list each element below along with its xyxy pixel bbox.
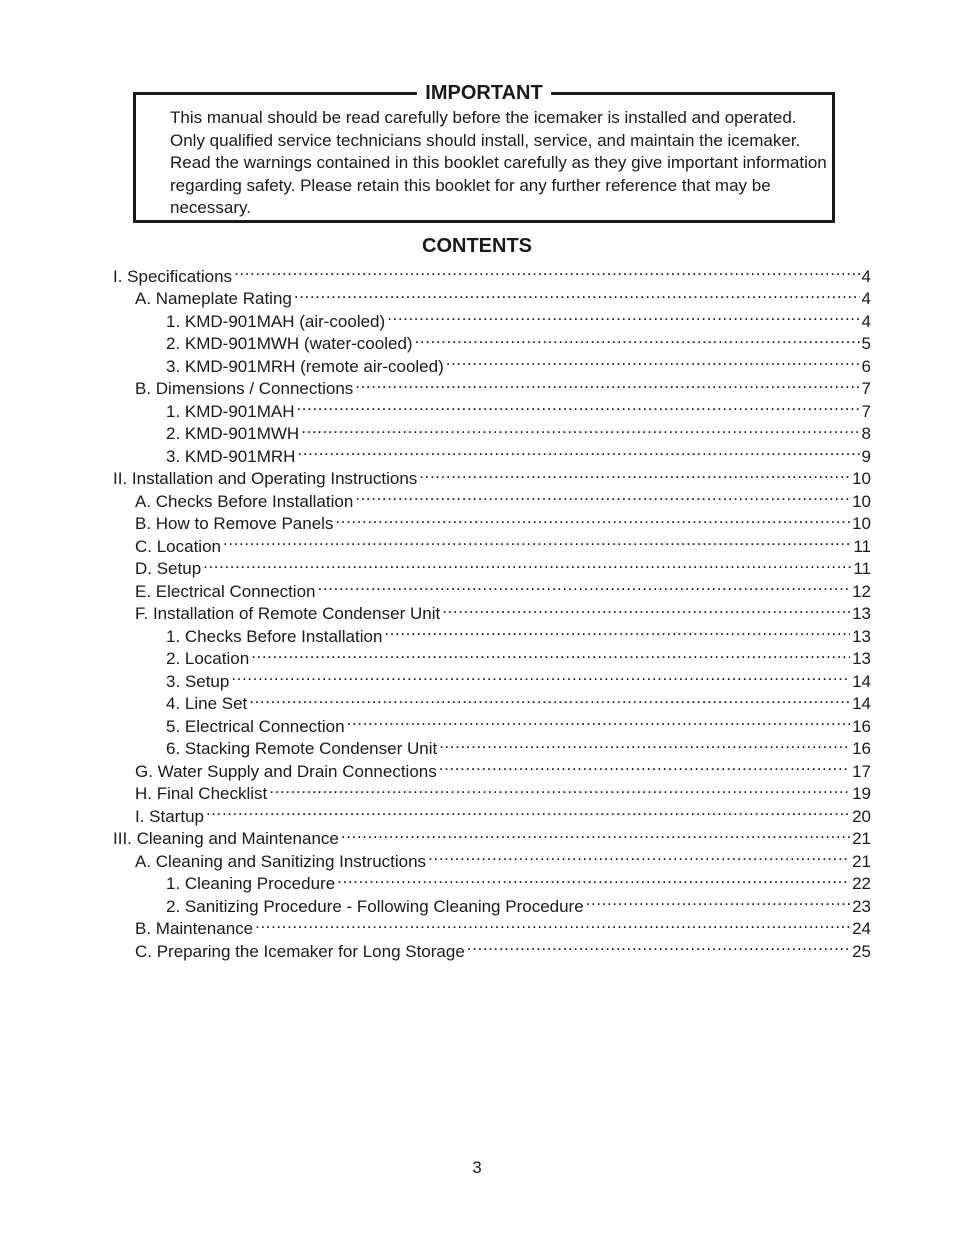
toc-entry-label: 3. KMD-901MRH [166,446,296,466]
toc-entry-label: 2. Sanitizing Procedure - Following Cleaning Procedure [166,896,584,916]
toc-entry-page: 6 [861,356,871,376]
toc-dot-leader [231,664,850,687]
toc-entry-page: 25 [852,941,871,961]
toc-entry-page: 21 [852,851,871,871]
toc-dot-leader [301,417,859,440]
toc-entry-page: 23 [852,896,871,916]
toc-dot-leader [347,709,850,732]
toc-entry[interactable] [113,799,871,826]
toc-entry-label: I. Specifications [113,266,233,286]
contents-title: CONTENTS [422,235,532,257]
toc-entry-label: 4. Line Set [166,694,248,713]
important-notice-text: This manual should be read carefully before the icemaker is installed and operated. Only qualified service technicians should install, service, and maintain the icemaker. Read the warnings contained in this booklet carefully as they give important information regarding safety. Please retain this booklet for any further reference that may be necessary. [170,108,827,218]
toc-entry[interactable] [113,574,871,601]
toc-dot-leader [269,777,850,800]
toc-entry-label: E. Electrical Connection [135,581,316,601]
toc-entry-label: H. Final Checklist [135,784,268,803]
toc-dot-leader [337,867,850,890]
toc-dot-leader [387,304,859,327]
toc-entry-label: III. Cleaning and Maintenance [113,829,339,848]
toc-entry-page: 24 [852,919,871,938]
page-number: 3 [472,1158,482,1177]
important-title [136,82,832,106]
toc-entry-page: 13 [852,649,871,668]
toc-entry-label: G. Water Supply and Drain Connections [135,761,437,781]
toc-dot-leader [341,822,850,845]
toc-entry-label: 1. KMD-901MAH [166,401,295,421]
toc-dot-leader [439,754,850,777]
toc-dot-leader [255,912,850,935]
toc-dot-leader [206,799,850,822]
toc-entry-page: 11 [853,559,871,578]
toc-entry-page: 17 [852,761,871,781]
toc-entry-page: 16 [852,739,871,758]
toc-entry-page: 5 [861,334,871,353]
toc-entry-page: 19 [852,784,871,803]
toc-entry-label: 3. Setup [166,671,230,691]
toc-entry-label: A. Nameplate Rating [135,289,292,308]
toc-dot-leader [355,372,859,395]
toc-entry-page: 12 [852,581,871,601]
toc-entry-label: I. Startup [135,806,204,826]
toc-dot-leader [355,484,850,507]
toc-entry-page: 16 [852,716,871,736]
toc-entry-label: 2. Location [166,649,250,668]
toc-entry-label: 2. KMD-901MWH [166,424,300,443]
toc-dot-leader [294,282,860,305]
toc-dot-leader [446,349,860,372]
toc-entry-page: 10 [852,469,871,488]
toc-entry-label: 2. KMD-901MWH (water-cooled) [166,334,413,353]
toc-entry-label: 5. Electrical Connection [166,716,345,736]
toc-entry-label: F. Installation of Remote Condenser Unit [135,604,441,623]
toc-dot-leader [297,439,859,462]
toc-dot-leader [467,934,850,957]
toc-entry-page: 9 [861,446,871,466]
toc-entry-label: 1. Cleaning Procedure [166,874,336,893]
toc-dot-leader [335,507,850,530]
toc-entry-page: 7 [861,379,871,398]
important-notice-box [133,82,835,223]
toc-entry-label: II. Installation and Operating Instructions [113,469,418,488]
toc-entry-label: 3. KMD-901MRH (remote air-cooled) [166,356,444,376]
toc-entry-page: 8 [861,424,871,443]
toc-dot-leader [439,732,850,755]
toc-dot-leader [415,327,860,350]
toc-entry-label: B. Maintenance [135,919,254,938]
toc-dot-leader [234,259,859,282]
toc-entry-label: C. Preparing the Icemaker for Long Storage [135,941,465,961]
toc-entry-page: 11 [853,536,871,556]
toc-entry-page: 4 [861,311,871,331]
toc-entry-label: B. How to Remove Panels [135,514,334,533]
table-of-contents [113,259,871,961]
toc-dot-leader [251,642,850,665]
toc-dot-leader [296,394,859,417]
toc-dot-leader [223,529,851,552]
important-title-text: IMPORTANT [417,82,550,104]
toc-dot-leader [442,597,850,620]
toc-dot-leader [203,552,851,575]
toc-entry-label: A. Checks Before Installation [135,491,354,511]
toc-dot-leader [384,619,850,642]
toc-entry[interactable] [113,529,871,556]
toc-entry-label: 6. Stacking Remote Condenser Unit [166,739,438,758]
toc-dot-leader [249,687,850,710]
toc-entry-page: 13 [852,626,871,646]
toc-entry-page: 21 [852,829,871,848]
toc-entry-label: B. Dimensions / Connections [135,379,354,398]
toc-entry-page: 20 [852,806,871,826]
toc-entry-page: 4 [861,266,871,286]
toc-entry-label: D. Setup [135,559,202,578]
toc-entry-page: 14 [852,694,871,713]
toc-dot-leader [586,889,850,912]
toc-entry-page: 7 [861,401,871,421]
toc-entry-page: 10 [852,514,871,533]
toc-dot-leader [428,844,850,867]
toc-entry-page: 22 [852,874,871,893]
toc-entry[interactable] [113,259,871,286]
toc-entry-page: 14 [852,671,871,691]
toc-entry[interactable] [113,822,871,848]
toc-entry-page: 13 [852,604,871,623]
toc-entry-page: 10 [852,491,871,511]
toc-dot-leader [317,574,850,597]
toc-entry-label: A. Cleaning and Sanitizing Instructions [135,851,427,871]
toc-entry-label: 1. Checks Before Installation [166,626,383,646]
toc-entry-label: 1. KMD-901MAH (air-cooled) [166,311,386,331]
toc-entry[interactable] [113,552,871,578]
toc-entry-label: C. Location [135,536,221,556]
toc-entry-page: 4 [861,289,871,308]
toc-dot-leader [419,462,850,485]
